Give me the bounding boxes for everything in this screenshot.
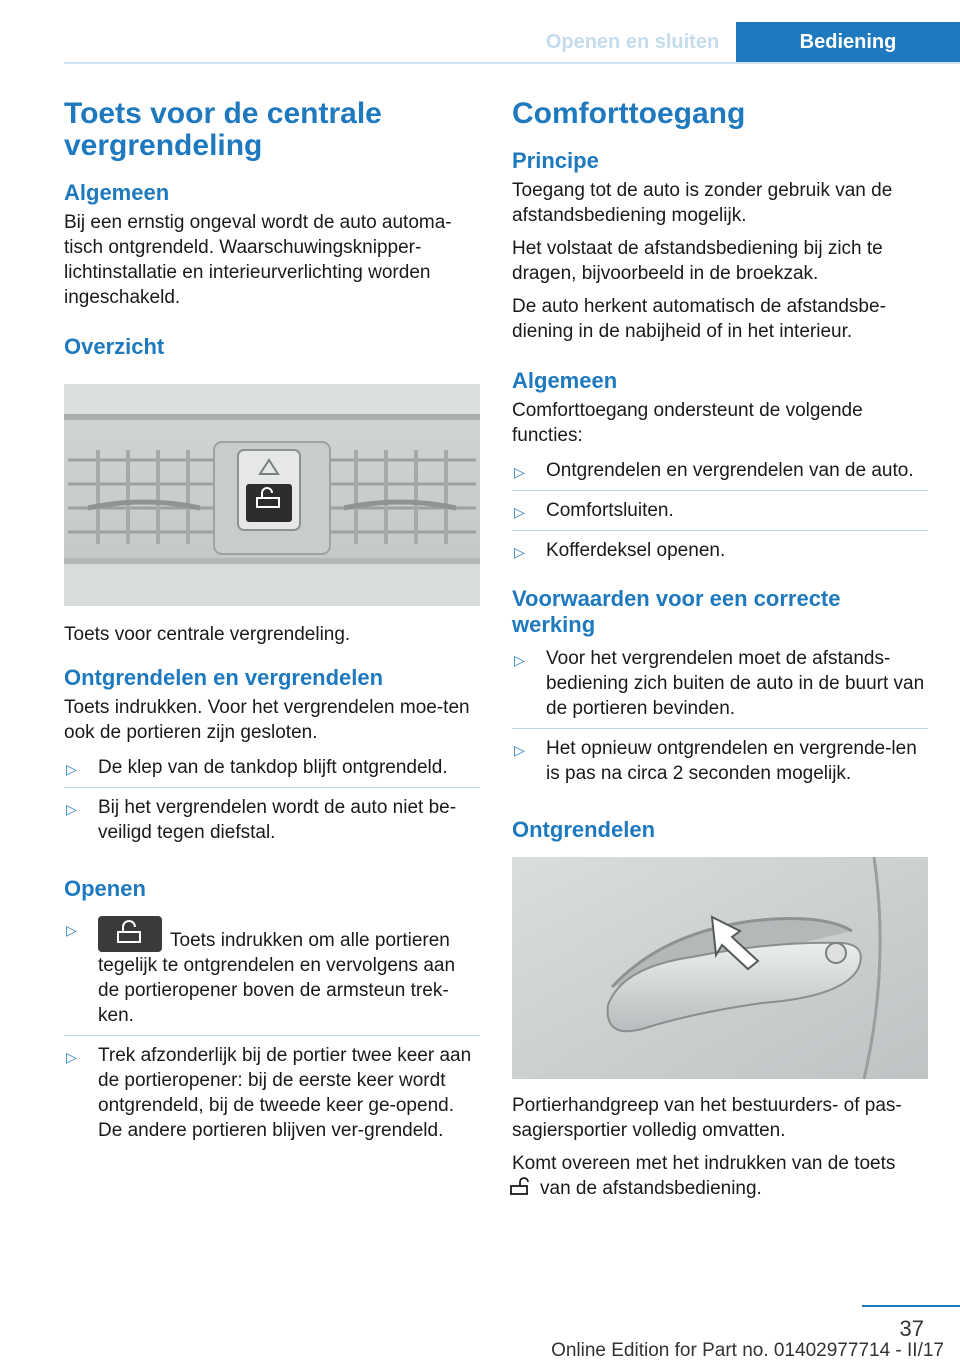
heading-ontgrendelen-en-vergrendelen: Ontgrendelen en vergrendelen [64,665,384,690]
list-item: ▷ Toets indrukken om alle portieren tegelijk te ontgrendelen en vervolgens aan de portieropener boven de armsteun trek‐ken. [64,914,480,1035]
heading-openen: Openen [64,876,146,901]
header-section: Openen en sluiten [545,31,720,53]
paragraph-algemeen-right: Comforttoegang ondersteunt de volgende functies: [512,400,863,446]
list-item: ▷ Trek afzonderlijk bij de portier twee keer aan de portieropener: bij de eerste keer wordt ontgrendeld, bij de tweede keer ge‐opend. De andere portieren blijven ver‐grendeld. [64,1035,480,1150]
header-chapter-tab: Bediening [736,22,960,62]
section-title-central-locking: Toets voor de centrale vergrendeling [64,97,382,162]
left-column [64,98,480,1166]
triangle-bullet-icon: ▷ [66,801,77,817]
figure-door-handle [512,857,928,1079]
door-handle-illustration [512,857,928,1079]
list-item: ▷ Het opnieuw ontgrendelen en vergrende‐len is pas na circa 2 seconden mogelijk. [512,728,928,793]
heading-ontgrendelen-right: Ontgrendelen [512,817,656,842]
header-rule [64,62,960,64]
triangle-bullet-icon: ▷ [66,1049,77,1065]
footer-rule [862,1305,960,1307]
footer-edition: Online Edition for Part no. 01402977714 - II/17 [551,1340,944,1361]
list-openen [64,914,480,1150]
list-functies [512,456,928,570]
paragraph-remote-equivalent: Komt overeen met het indrukken van de toets van de afstandsbediening. [512,1151,928,1201]
list-item: ▷ Voor het vergrendelen moet de afstands‐bediening zich buiten de auto in de buurt van de portieren bevinden. [514,648,925,719]
triangle-bullet-icon: ▷ [66,922,77,938]
paragraph-algemeen: Bij een ernstig ongeval wordt de auto automa‐tisch ontgrendeld. Waarschuwingsknipper‐lichtinstallatie en interieurverlichting worden ingeschakeld. [64,212,452,308]
heading-algemeen-right: Algemeen [512,368,618,393]
list-item: ▷ Ontgrendelen en vergrendelen van de auto. [512,456,928,490]
right-column [512,98,928,1209]
paragraph-principe-3: De auto herkent automatisch de afstandsbe‐diening in de nabijheid of in het interieur. [512,296,886,342]
triangle-bullet-icon: ▷ [514,652,525,668]
list-item: ▷ Bij het vergrendelen wordt de auto niet be‐veiligd tegen diefstal. [64,787,480,852]
list-item: ▷ Kofferdeksel openen. [512,530,928,570]
figure-central-locking-button [64,384,480,606]
paragraph-principe-2: Het volstaat de afstandsbediening bij zich te dragen, bijvoorbeeld in de broekzak. [512,238,883,284]
paragraph-ontgrendelen: Toets indrukken. Voor het vergrendelen moe‐ten ook de portieren zijn gesloten. [64,697,470,743]
heading-overzicht: Overzicht [64,334,165,359]
page-number: 37 [899,1316,924,1341]
triangle-bullet-icon: ▷ [514,464,525,480]
vent-illustration [64,384,480,606]
heading-principe: Principe [512,148,599,173]
list-item: ▷ Comfortsluiten. [512,490,928,530]
heading-voorwaarden: Voorwaarden voor een correcte werking [512,586,841,637]
list-item: ▷ De klep van de tankdop blijft ontgrendeld. [64,753,480,787]
heading-algemeen: Algemeen [64,180,170,205]
triangle-bullet-icon: ▷ [514,742,525,758]
triangle-bullet-icon: ▷ [514,504,525,520]
triangle-bullet-icon: ▷ [514,544,525,560]
section-title-comforttoegang: Comforttoegang [512,97,746,130]
list-ontgrendelen [64,753,480,852]
triangle-bullet-icon: ▷ [66,761,77,777]
list-voorwaarden [512,644,928,793]
figure-caption-central-locking: Toets voor centrale vergrendeling. [64,624,351,645]
unlock-button-icon [98,916,162,952]
paragraph-principe-1: Toegang tot de auto is zonder gebruik van de afstandsbediening mogelijk. [512,180,893,226]
unlock-icon [508,1177,532,1197]
paragraph-door-caption: Portierhandgreep van het bestuurders- of pas‐sagiersportier volledig omvatten. [512,1095,902,1141]
